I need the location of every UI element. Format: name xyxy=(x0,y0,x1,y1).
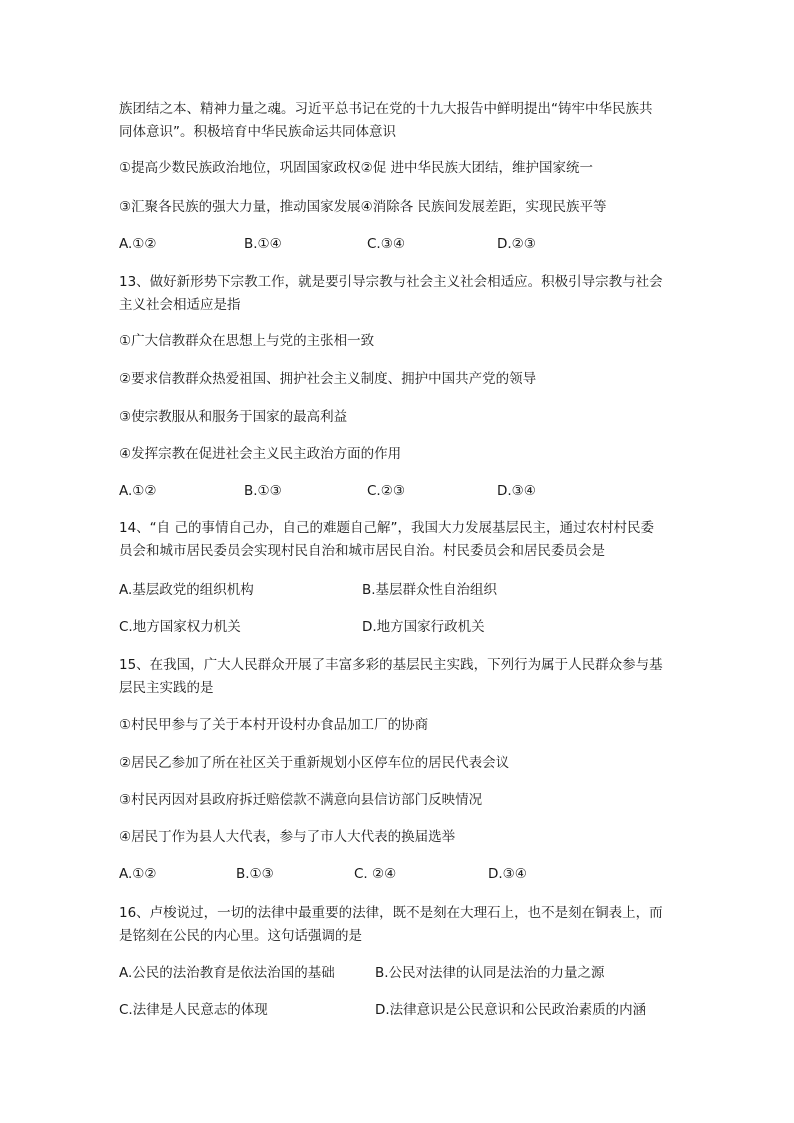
intro-option-a: A.①② xyxy=(119,236,157,252)
intro-option-d: D.②③ xyxy=(497,236,536,252)
intro-option-c: C.③④ xyxy=(367,236,405,252)
q14-option-a: A.基层政党的组织机构 xyxy=(119,582,254,598)
q14-line-1: 14、“自 己的事情自己办，自己的难题自己解”，我国大力发展基层民主，通过农村村民委 xyxy=(119,520,654,536)
q13-item-3: ③使宗教服从和服务于国家的最高利益 xyxy=(119,409,348,425)
q13-option-a: A.①② xyxy=(119,483,157,499)
intro-item-2: ③汇聚各民族的强大力量，推动国家发展④消除各 民族间发展差距，实现民族平等 xyxy=(119,199,607,215)
q13-line-2: 主义社会相适应是指 xyxy=(119,297,241,313)
q15-line-2: 层民主实践的是 xyxy=(119,680,214,696)
q16-line-1: 16、卢梭说过，一切的法律中最重要的法律，既不是刻在大理石上，也不是刻在铜表上，而 xyxy=(119,905,663,921)
q15-option-c: C. ②④ xyxy=(354,866,397,882)
q16-option-b: B.公民对法律的认同是法治的力量之源 xyxy=(375,965,605,981)
q15-item-1: ①村民甲参与了关于本村开设村办食品加工厂的协商 xyxy=(119,717,429,733)
q15-option-d: D.③④ xyxy=(488,866,527,882)
q13-line-1: 13、做好新形势下宗教工作，就是要引导宗教与社会主义社会相适应。积极引导宗教与社会 xyxy=(119,274,663,290)
q13-option-d: D.③④ xyxy=(497,483,536,499)
q14-line-2: 员会和城市居民委员会实现村民自治和城市居民自治。村民委员会和居民委员会是 xyxy=(119,543,605,559)
q14-option-c: C.地方国家权力机关 xyxy=(119,619,241,635)
q15-item-2: ②居民乙参加了所在社区关于重新规划小区停车位的居民代表会议 xyxy=(119,755,510,771)
intro-item-1: ①提高少数民族政治地位，巩固国家政权②促 进中华民族大团结，维护国家统一 xyxy=(119,160,593,176)
q16-option-c: C.法律是人民意志的体现 xyxy=(119,1002,268,1018)
q14-option-d: D.地方国家行政机关 xyxy=(362,619,485,635)
q13-item-2: ②要求信教群众热爱祖国、拥护社会主义制度、拥护中国共产党的领导 xyxy=(119,371,537,387)
q15-item-3: ③村民丙因对县政府拆迁赔偿款不满意向县信访部门反映情况 xyxy=(119,792,483,808)
intro-line-2: 同体意识”。积极培育中华民族命运共同体意识 xyxy=(119,124,396,140)
q13-item-1: ①广大信教群众在思想上与党的主张相一致 xyxy=(119,333,375,349)
intro-option-b: B.①④ xyxy=(244,236,282,252)
q16-option-d: D.法律意识是公民意识和公民政治素质的内涵 xyxy=(375,1002,647,1018)
q15-item-4: ④居民丁作为县人大代表，参与了市人大代表的换届选举 xyxy=(119,829,456,845)
q13-option-b: B.①③ xyxy=(244,483,282,499)
q16-line-2: 是铭刻在公民的内心里。这句话强调的是 xyxy=(119,928,362,944)
q13-item-4: ④发挥宗教在促进社会主义民主政治方面的作用 xyxy=(119,446,402,462)
q15-option-b: B.①③ xyxy=(236,866,274,882)
q16-option-a: A.公民的法治教育是依法治国的基础 xyxy=(119,965,335,981)
q14-option-b: B.基层群众性自治组织 xyxy=(362,582,498,598)
q13-option-c: C.②③ xyxy=(367,483,405,499)
intro-line-1: 族团结之本、精神力量之魂。习近平总书记在党的十九大报告中鲜明提出“铸牢中华民族共 xyxy=(119,101,653,117)
q15-option-a: A.①② xyxy=(119,866,157,882)
q15-line-1: 15、在我国，广大人民群众开展了丰富多彩的基层民主实践，下列行为属于人民群众参与基 xyxy=(119,657,663,673)
